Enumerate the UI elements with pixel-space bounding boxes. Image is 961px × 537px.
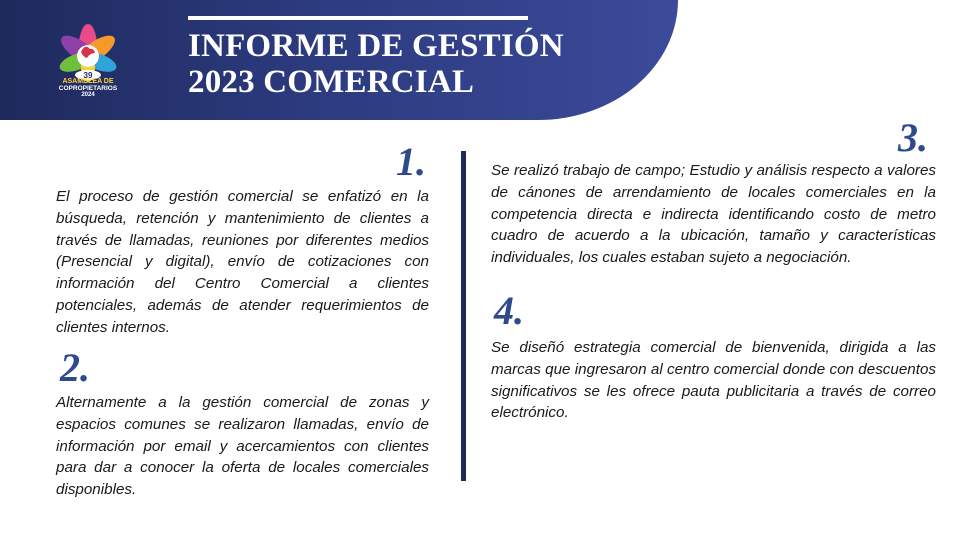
section-4-number: 4.	[494, 288, 524, 333]
section-1-number: 1.	[396, 139, 426, 184]
section-2-number: 2.	[60, 345, 90, 390]
logo-number: 39	[83, 71, 93, 80]
page-title-line-1: INFORME DE GESTIÓN	[188, 28, 564, 64]
section-3-number: 3.	[898, 115, 928, 160]
section-4-text: Se diseñó estrategia comercial de bienvenida, dirigida a las marcas que ingresaron al centro comercial donde con descuentos significativos se les ofrece pauta publicitaria a través de correo electrónico.	[491, 339, 936, 422]
header-rule	[188, 16, 528, 20]
column-divider	[461, 151, 466, 481]
logo-caption-line-1: ASAMBLEA DE	[62, 78, 114, 85]
logo-caption-line-2: COPROPIETARIOS	[58, 85, 118, 92]
page-title	[188, 28, 658, 100]
logo-caption	[52, 78, 124, 99]
section-1-text: El proceso de gestión comercial se enfatizó en la búsqueda, retención y mantenimiento de clientes a través de llamadas, reuniones por diferentes medios (Presencial y digital), envío de cotizaciones con información del Centro Comercial a clientes potenciales, además de atender requerimientos de clientes internos.	[56, 188, 429, 336]
section-3-text: Se realizó trabajo de campo; Estudio y análisis respecto a valores de cánones de arrendamiento de locales comerciales en la competencia directa e indirecta identificando costo de metro cuadro de acuerdo a la ubicación, tamaño y características individuales, los cuales estaban sujeto a negociación.	[491, 162, 936, 267]
logo-caption-year: 2024	[81, 92, 95, 98]
section-2-text: Alternamente a la gestión comercial de zonas y espacios comunes se realizaron llamadas, envío de información por email y acercamientos con clientes para dar a conocer la oferta de locales comerciales disponibles.	[56, 394, 429, 499]
page-title-line-2: 2023 COMERCIAL	[188, 64, 475, 100]
